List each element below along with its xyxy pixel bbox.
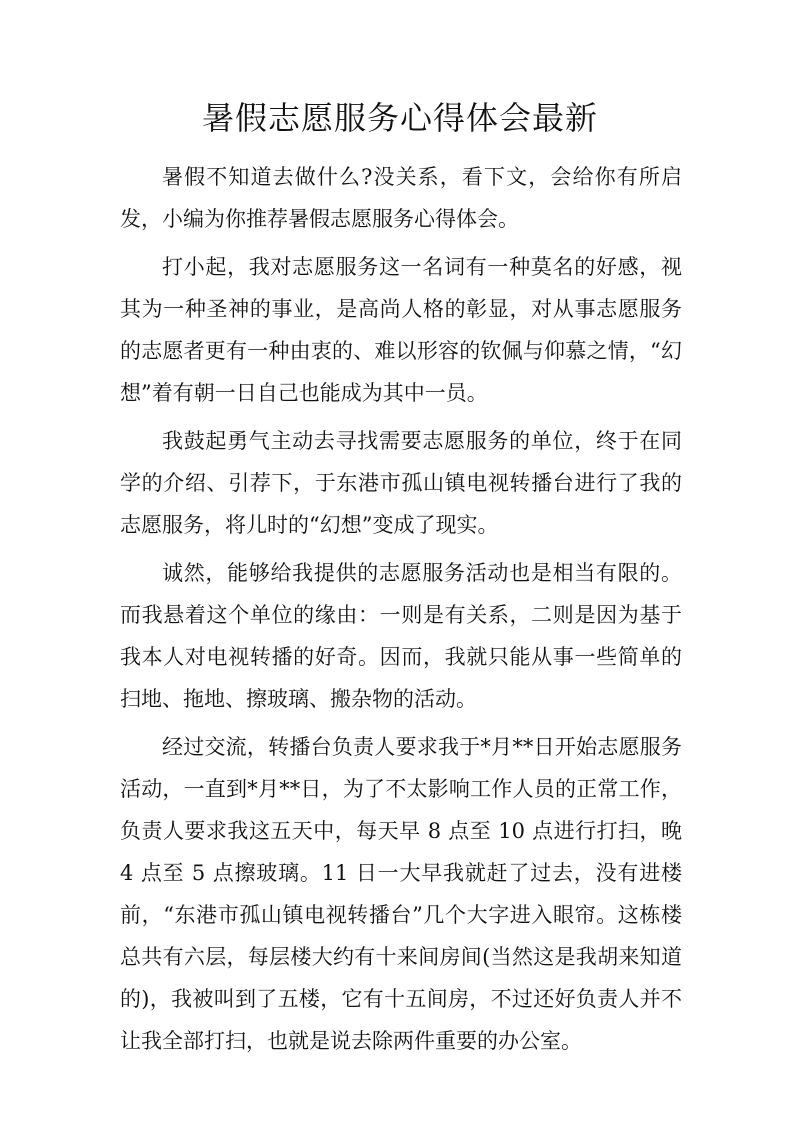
paragraph-3: 我鼓起勇气主动去寻找需要志愿服务的单位，终于在同学的介绍、引荐下，于东港市孤山镇电视转播台进行了我的志愿服务，将儿时的“幻想”变成了现实。 (120, 429, 682, 537)
document-body (120, 150, 682, 1062)
paragraph-1: 暑假不知道去做什么?没关系，看下文，会给你有所启发，小编为你推荐暑假志愿服务心得体会。 (120, 165, 682, 231)
paragraph-5: 经过交流，转播台负责人要求我于*月**日开始志愿服务活动，一直到*月**日，为了不太影响工作人员的正常工作，负责人要求我这五天中，每天早 8 点至 10 点进行打扫，晚 4 点至 5 点擦玻璃。11 日一大早我就赶了过去，没有进楼前，“东港市孤山镇电视转播台”几个大字进入眼帘。这栋楼总共有六层，每层楼大约有十来间房间(当然这是我胡来知道的)，我被叫到了五楼，它有十五间房，不过还好负责人并不让我全部打扫，也就是说去除两件重要的办公室。 (120, 735, 682, 1053)
paragraph-4: 诚然，能够给我提供的志愿服务活动也是相当有限的。而我悬着这个单位的缘由：一则是有关系，二则是因为基于我本人对电视转播的好奇。因而，我就只能从事一些简单的扫地、拖地、擦玻璃、搬杂物的活动。 (120, 561, 682, 711)
paragraph-2: 打小起，我对志愿服务这一名词有一种莫名的好感，视其为一种圣神的事业，是高尚人格的彰显，对从事志愿服务的志愿者更有一种由衷的、难以形容的钦佩与仰慕之情，“幻想”着有朝一日自己也能成为其中一员。 (120, 255, 682, 405)
document-title: 暑假志愿服务心得体会最新 (201, 99, 598, 137)
